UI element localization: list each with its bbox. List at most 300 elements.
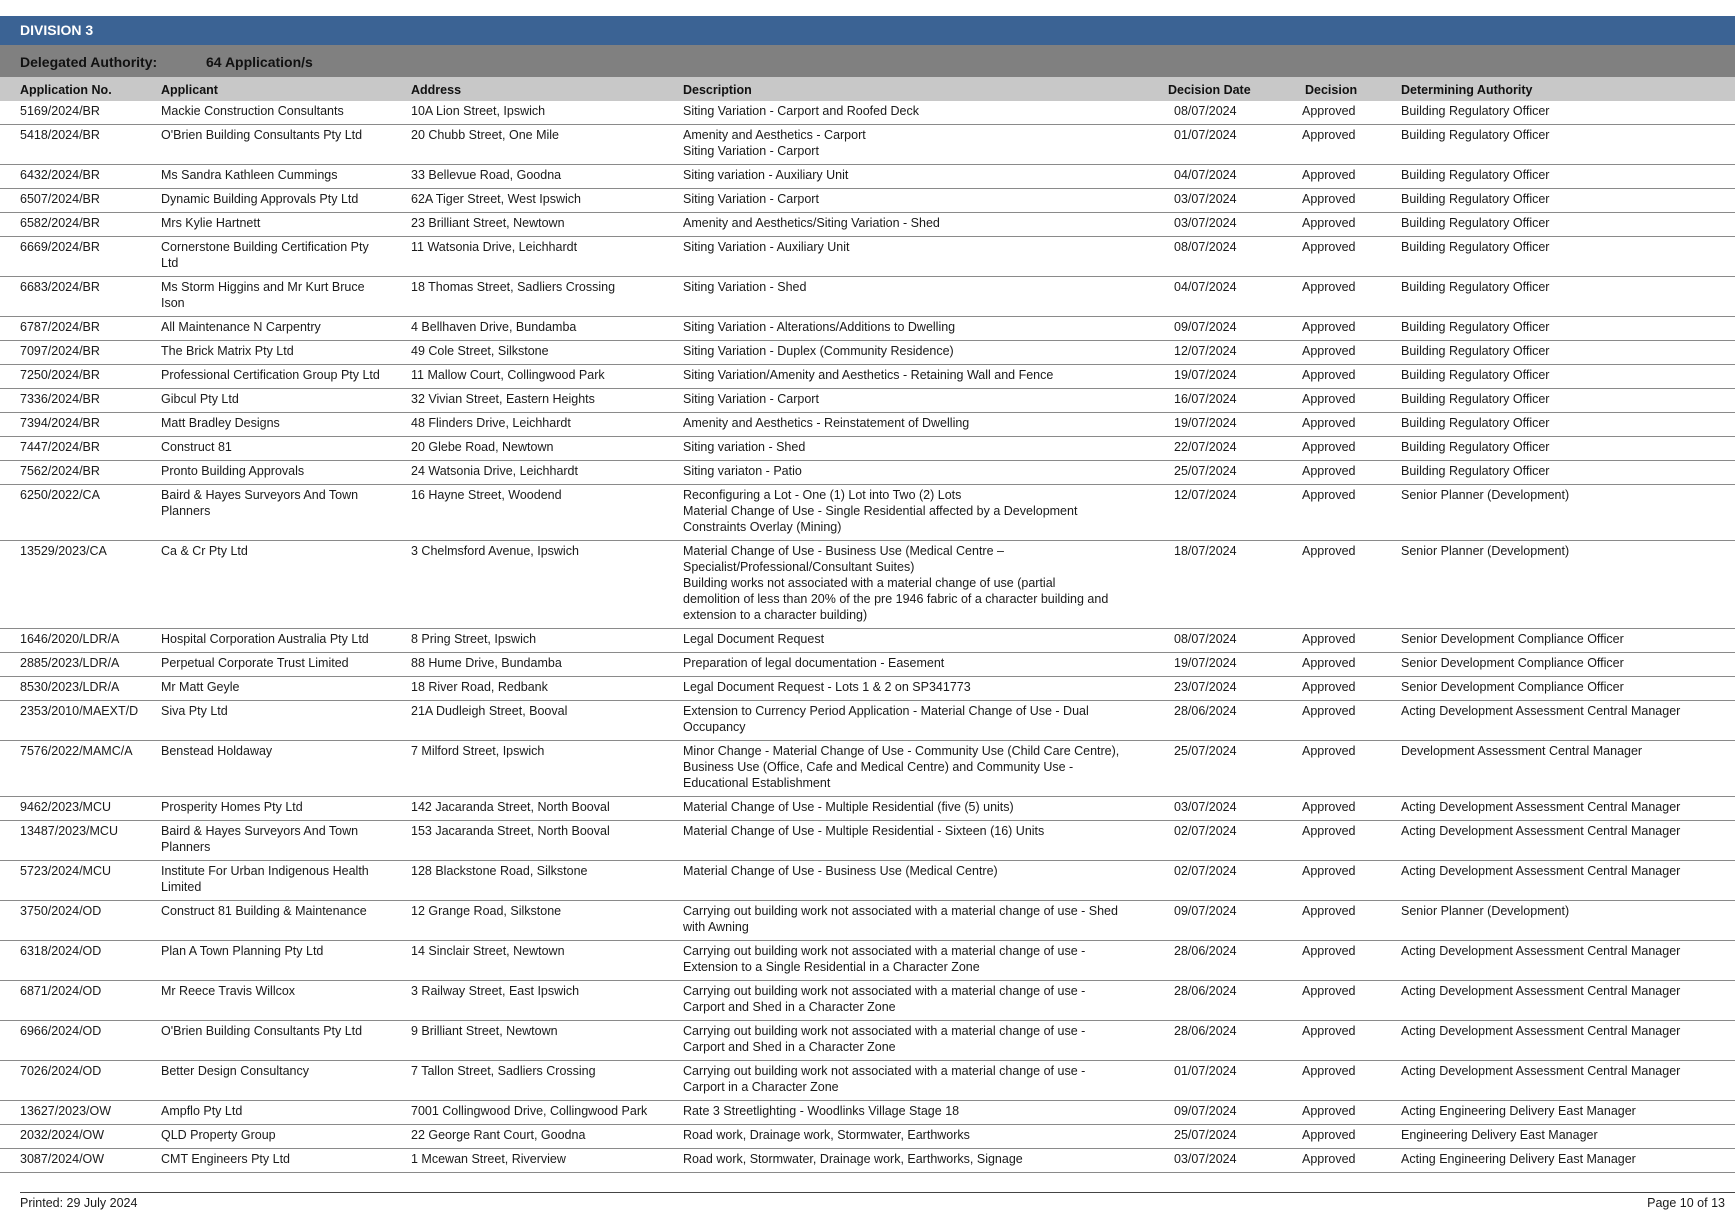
table-row (0, 797, 1735, 821)
applicant (161, 487, 405, 519)
decision-date-line: 09/07/2024 (1174, 320, 1237, 334)
determining-authority (1401, 463, 1735, 479)
table-row (0, 365, 1735, 389)
application-no (20, 279, 158, 295)
application-no-line: 7447/2024/BR (20, 440, 100, 454)
determining-authority-line: Acting Development Assessment Central Manager (1401, 984, 1681, 998)
determining-authority-line: Acting Development Assessment Central Manager (1401, 1064, 1681, 1078)
description (683, 799, 1153, 815)
applicant-line: Planners (161, 840, 211, 854)
table-row (0, 1125, 1735, 1149)
applicant (161, 127, 405, 143)
determining-authority-line: Building Regulatory Officer (1401, 240, 1550, 254)
application-no (20, 679, 158, 695)
address (411, 863, 681, 879)
address (411, 703, 681, 719)
applicant-line: Ampflo Pty Ltd (161, 1104, 243, 1118)
determining-authority (1401, 367, 1735, 383)
decision-line: Approved (1302, 440, 1356, 454)
determining-authority (1401, 279, 1735, 295)
description (683, 127, 1153, 159)
determining-authority-line: Acting Development Assessment Central Manager (1401, 704, 1681, 718)
decision-date-line: 02/07/2024 (1174, 824, 1237, 838)
determining-authority-line: Senior Planner (Development) (1401, 544, 1570, 558)
table-row (0, 1061, 1735, 1101)
determining-authority-line: Acting Development Assessment Central Manager (1401, 864, 1681, 878)
decision (1302, 279, 1392, 295)
decision-date-line: 03/07/2024 (1174, 800, 1237, 814)
applicant (161, 1023, 405, 1039)
applicant (161, 983, 405, 999)
col-header-description: Description (683, 83, 752, 97)
application-no-line: 6432/2024/BR (20, 168, 100, 182)
applicant (161, 1103, 405, 1119)
decision-line: Approved (1302, 1128, 1356, 1142)
address-line: 128 Blackstone Road, Silkstone (411, 864, 588, 878)
application-no-line: 6507/2024/BR (20, 192, 100, 206)
decision-date-line: 19/07/2024 (1174, 368, 1237, 382)
applicant (161, 543, 405, 559)
address (411, 983, 681, 999)
decision (1302, 319, 1392, 335)
applicant (161, 103, 405, 119)
decision-line: Approved (1302, 464, 1356, 478)
determining-authority (1401, 1023, 1735, 1039)
decision-line: Approved (1302, 216, 1356, 230)
determining-authority (1401, 439, 1735, 455)
address (411, 1023, 681, 1039)
applicant (161, 319, 405, 335)
address-line: 153 Jacaranda Street, North Booval (411, 824, 610, 838)
determining-authority-line: Building Regulatory Officer (1401, 192, 1550, 206)
description-line: Reconfiguring a Lot - One (1) Lot into Two (2) Lots (683, 488, 962, 502)
description-line: Carrying out building work not associated with a material change of use - (683, 1064, 1086, 1078)
decision (1302, 903, 1392, 919)
description-line: Road work, Drainage work, Stormwater, Earthworks (683, 1128, 970, 1142)
application-no-line: 3087/2024/OW (20, 1152, 105, 1166)
description-line: Carrying out building work not associated with a material change of use - (683, 944, 1086, 958)
decision (1302, 799, 1392, 815)
application-no-line: 9462/2023/MCU (20, 800, 112, 814)
description (683, 743, 1153, 791)
applicant (161, 1127, 405, 1143)
table-row (0, 741, 1735, 797)
description (683, 903, 1153, 935)
address-line: 11 Watsonia Drive, Leichhardt (411, 240, 578, 254)
determining-authority (1401, 823, 1735, 839)
determining-authority (1401, 631, 1735, 647)
decision-line: Approved (1302, 488, 1356, 502)
decision-line: Approved (1302, 1064, 1356, 1078)
decision-date (1174, 1127, 1274, 1143)
applicant (161, 239, 405, 271)
applicant-line: Plan A Town Planning Pty Ltd (161, 944, 324, 958)
decision-line: Approved (1302, 240, 1356, 254)
decision (1302, 215, 1392, 231)
application-no (20, 319, 158, 335)
determining-authority-line: Building Regulatory Officer (1401, 104, 1550, 118)
description-line: Legal Document Request - Lots 1 & 2 on SP341773 (683, 680, 971, 694)
address-line: 88 Hume Drive, Bundamba (411, 656, 562, 670)
decision-date-line: 12/07/2024 (1174, 344, 1237, 358)
determining-authority (1401, 743, 1735, 759)
address-line: 3 Chelmsford Avenue, Ipswich (411, 544, 579, 558)
application-no-line: 5723/2024/MCU (20, 864, 112, 878)
address (411, 631, 681, 647)
decision-date (1174, 863, 1274, 879)
application-no (20, 439, 158, 455)
description-line: Carport in a Character Zone (683, 1080, 839, 1094)
determining-authority (1401, 127, 1735, 143)
applicant-line: Limited (161, 880, 202, 894)
determining-authority-line: Building Regulatory Officer (1401, 216, 1550, 230)
description-line: Material Change of Use - Business Use (Medical Centre) (683, 864, 998, 878)
decision-line: Approved (1302, 656, 1356, 670)
division-title: DIVISION 3 (20, 22, 94, 38)
description-line: Road work, Stormwater, Drainage work, Earthworks, Signage (683, 1152, 1023, 1166)
decision-line: Approved (1302, 192, 1356, 206)
decision-date-line: 23/07/2024 (1174, 680, 1237, 694)
determining-authority-line: Senior Planner (Development) (1401, 488, 1570, 502)
division-header (0, 16, 1735, 45)
determining-authority (1401, 703, 1735, 719)
determining-authority (1401, 1063, 1735, 1079)
description (683, 343, 1153, 359)
application-no-line: 1646/2020/LDR/A (20, 632, 120, 646)
description-line: Business Use (Office, Cafe and Medical Centre) and Community Use - (683, 760, 1074, 774)
applicant (161, 391, 405, 407)
col-header-determining-authority: Determining Authority (1401, 83, 1533, 97)
address-line: 32 Vivian Street, Eastern Heights (411, 392, 595, 406)
applicant (161, 679, 405, 695)
decision-date-line: 08/07/2024 (1174, 632, 1237, 646)
address (411, 239, 681, 255)
application-no-line: 7097/2024/BR (20, 344, 100, 358)
applicant-line: Prosperity Homes Pty Ltd (161, 800, 303, 814)
decision (1302, 679, 1392, 695)
applicant (161, 903, 405, 919)
table-row (0, 701, 1735, 741)
decision-date-line: 03/07/2024 (1174, 216, 1237, 230)
applicant (161, 367, 405, 383)
applicant-line: Pronto Building Approvals (161, 464, 305, 478)
table-row (0, 317, 1735, 341)
address (411, 543, 681, 559)
decision-date-line: 28/06/2024 (1174, 944, 1237, 958)
decision-date (1174, 903, 1274, 919)
address (411, 391, 681, 407)
address (411, 103, 681, 119)
determining-authority (1401, 239, 1735, 255)
description-line: Legal Document Request (683, 632, 825, 646)
table-row (0, 485, 1735, 541)
decision-line: Approved (1302, 704, 1356, 718)
decision-date (1174, 1063, 1274, 1079)
determining-authority (1401, 1103, 1735, 1119)
determining-authority-line: Building Regulatory Officer (1401, 464, 1550, 478)
decision-date (1174, 279, 1274, 295)
decision-date (1174, 823, 1274, 839)
decision-date-line: 03/07/2024 (1174, 192, 1237, 206)
decision-date (1174, 103, 1274, 119)
address-line: 12 Grange Road, Silkstone (411, 904, 562, 918)
decision-date (1174, 391, 1274, 407)
determining-authority (1401, 103, 1735, 119)
description (683, 1151, 1153, 1167)
description-line: Amenity and Aesthetics - Reinstatement of Dwelling (683, 416, 970, 430)
determining-authority-line: Senior Development Compliance Officer (1401, 680, 1624, 694)
address (411, 439, 681, 455)
description (683, 703, 1153, 735)
table-row (0, 1149, 1735, 1173)
determining-authority (1401, 215, 1735, 231)
description-line: Siting Variation - Auxiliary Unit (683, 240, 850, 254)
footer-divider (20, 1192, 1735, 1193)
determining-authority (1401, 1127, 1735, 1143)
decision-line: Approved (1302, 280, 1356, 294)
decision-date-line: 18/07/2024 (1174, 544, 1237, 558)
decision-line: Approved (1302, 344, 1356, 358)
description (683, 279, 1153, 295)
application-no (20, 655, 158, 671)
description (683, 191, 1153, 207)
address (411, 799, 681, 815)
application-no-line: 7576/2022/MAMC/A (20, 744, 133, 758)
description-line: Material Change of Use - Single Residential affected by a Development (683, 504, 1078, 518)
address-line: 20 Chubb Street, One Mile (411, 128, 559, 142)
description (683, 463, 1153, 479)
decision (1302, 367, 1392, 383)
application-no-line: 7250/2024/BR (20, 368, 100, 382)
description (683, 631, 1153, 647)
address (411, 191, 681, 207)
application-no-line: 2353/2010/MAEXT/D (20, 704, 139, 718)
decision (1302, 543, 1392, 559)
description (683, 439, 1153, 455)
decision-date-line: 09/07/2024 (1174, 904, 1237, 918)
applicant-line: Baird & Hayes Surveyors And Town (161, 488, 359, 502)
description (683, 823, 1153, 839)
decision-line: Approved (1302, 632, 1356, 646)
application-no (20, 167, 158, 183)
decision (1302, 239, 1392, 255)
applicant-line: O'Brien Building Consultants Pty Ltd (161, 128, 363, 142)
address-line: 16 Hayne Street, Woodend (411, 488, 562, 502)
decision-date (1174, 799, 1274, 815)
application-no (20, 367, 158, 383)
decision-line: Approved (1302, 680, 1356, 694)
applicant (161, 343, 405, 359)
decision-line: Approved (1302, 416, 1356, 430)
page-number: Page 10 of 13 (1647, 1196, 1725, 1210)
address-line: 24 Watsonia Drive, Leichhardt (411, 464, 578, 478)
applicant (161, 631, 405, 647)
address (411, 487, 681, 503)
description-line: extension to a character building) (683, 608, 868, 622)
description (683, 391, 1153, 407)
application-no-line: 13487/2023/MCU (20, 824, 118, 838)
determining-authority (1401, 655, 1735, 671)
decision-line: Approved (1302, 320, 1356, 334)
table-row (0, 213, 1735, 237)
description (683, 1127, 1153, 1143)
table-header (0, 77, 1735, 101)
application-no (20, 743, 158, 759)
application-no-line: 3750/2024/OD (20, 904, 102, 918)
decision-date-line: 08/07/2024 (1174, 240, 1237, 254)
application-no (20, 239, 158, 255)
decision (1302, 391, 1392, 407)
application-no (20, 823, 158, 839)
decision-date-line: 19/07/2024 (1174, 656, 1237, 670)
determining-authority (1401, 679, 1735, 695)
decision (1302, 415, 1392, 431)
decision-date-line: 28/06/2024 (1174, 984, 1237, 998)
description-line: Building works not associated with a material change of use (partial (683, 576, 1056, 590)
applicant (161, 439, 405, 455)
decision-date (1174, 655, 1274, 671)
applicant-line: All Maintenance N Carpentry (161, 320, 321, 334)
decision-line: Approved (1302, 128, 1356, 142)
address (411, 319, 681, 335)
description-line: Material Change of Use - Multiple Residential - Sixteen (16) Units (683, 824, 1045, 838)
determining-authority-line: Building Regulatory Officer (1401, 320, 1550, 334)
determining-authority (1401, 799, 1735, 815)
determining-authority-line: Building Regulatory Officer (1401, 368, 1550, 382)
determining-authority-line: Acting Engineering Delivery East Manager (1401, 1104, 1636, 1118)
decision (1302, 127, 1392, 143)
decision-date-line: 25/07/2024 (1174, 464, 1237, 478)
applicant (161, 1151, 405, 1167)
description-line: Material Change of Use - Multiple Residential (five (5) units) (683, 800, 1014, 814)
description-line: Carport and Shed in a Character Zone (683, 1040, 896, 1054)
description (683, 103, 1153, 119)
address-line: 14 Sinclair Street, Newtown (411, 944, 565, 958)
determining-authority-line: Building Regulatory Officer (1401, 440, 1550, 454)
applicant-line: Siva Pty Ltd (161, 704, 228, 718)
application-no (20, 903, 158, 919)
applicant-line: Matt Bradley Designs (161, 416, 280, 430)
determining-authority-line: Building Regulatory Officer (1401, 392, 1550, 406)
address (411, 1103, 681, 1119)
applicant-line: QLD Property Group (161, 1128, 276, 1142)
description-line: Carrying out building work not associated with a material change of use - (683, 1024, 1086, 1038)
determining-authority (1401, 943, 1735, 959)
col-header-applicant: Applicant (161, 83, 218, 97)
decision-date (1174, 743, 1274, 759)
address-line: 18 Thomas Street, Sadliers Crossing (411, 280, 616, 294)
applicant-line: Ltd (161, 256, 179, 270)
application-no (20, 983, 158, 999)
decision-date (1174, 703, 1274, 719)
determining-authority (1401, 863, 1735, 879)
determining-authority-line: Acting Engineering Delivery East Manager (1401, 1152, 1636, 1166)
description-line: with Awning (683, 920, 749, 934)
address (411, 415, 681, 431)
description (683, 863, 1153, 879)
decision-date-line: 22/07/2024 (1174, 440, 1237, 454)
address (411, 1063, 681, 1079)
description-line: Educational Establishment (683, 776, 831, 790)
application-no-line: 6787/2024/BR (20, 320, 100, 334)
determining-authority-line: Building Regulatory Officer (1401, 416, 1550, 430)
application-no (20, 1103, 158, 1119)
application-no (20, 391, 158, 407)
table-row (0, 389, 1735, 413)
determining-authority-line: Acting Development Assessment Central Manager (1401, 944, 1681, 958)
applicant (161, 215, 405, 231)
decision (1302, 703, 1392, 719)
application-no (20, 415, 158, 431)
applicant-line: O'Brien Building Consultants Pty Ltd (161, 1024, 363, 1038)
decision-date-line: 01/07/2024 (1174, 1064, 1237, 1078)
determining-authority (1401, 191, 1735, 207)
decision-date (1174, 983, 1274, 999)
table-row (0, 821, 1735, 861)
application-no (20, 343, 158, 359)
decision-date (1174, 463, 1274, 479)
decision (1302, 823, 1392, 839)
address (411, 343, 681, 359)
determining-authority (1401, 319, 1735, 335)
decision-date (1174, 415, 1274, 431)
application-no-line: 13627/2023/OW (20, 1104, 112, 1118)
application-no (20, 1063, 158, 1079)
applicant (161, 743, 405, 759)
table-row (0, 341, 1735, 365)
application-no (20, 1023, 158, 1039)
decision-date-line: 28/06/2024 (1174, 1024, 1237, 1038)
decision-date-line: 08/07/2024 (1174, 104, 1237, 118)
applicant-line: Baird & Hayes Surveyors And Town (161, 824, 359, 838)
applicant (161, 863, 405, 895)
address (411, 1151, 681, 1167)
address-line: 21A Dudleigh Street, Booval (411, 704, 568, 718)
decision-date-line: 02/07/2024 (1174, 864, 1237, 878)
table-row (0, 541, 1735, 629)
decision (1302, 1023, 1392, 1039)
description-line: demolition of less than 20% of the pre 1946 fabric of a character building and (683, 592, 1109, 606)
description-line: Carport and Shed in a Character Zone (683, 1000, 896, 1014)
decision-line: Approved (1302, 1024, 1356, 1038)
determining-authority-line: Building Regulatory Officer (1401, 128, 1550, 142)
applicant-line: Better Design Consultancy (161, 1064, 309, 1078)
determining-authority-line: Senior Development Compliance Officer (1401, 656, 1624, 670)
description-line: Minor Change - Material Change of Use - Community Use (Child Care Centre), (683, 744, 1120, 758)
address-line: 18 River Road, Redbank (411, 680, 548, 694)
determining-authority-line: Building Regulatory Officer (1401, 168, 1550, 182)
address (411, 215, 681, 231)
decision-date (1174, 1023, 1274, 1039)
address-line: 23 Brilliant Street, Newtown (411, 216, 565, 230)
decision-date-line: 28/06/2024 (1174, 704, 1237, 718)
description (683, 415, 1153, 431)
decision-date (1174, 1151, 1274, 1167)
address-line: 3 Railway Street, East Ipswich (411, 984, 580, 998)
applicant-line: Mackie Construction Consultants (161, 104, 344, 118)
application-no (20, 703, 158, 719)
description-line: Extension to Currency Period Application - Material Change of Use - Dual (683, 704, 1089, 718)
determining-authority-line: Acting Development Assessment Central Manager (1401, 1024, 1681, 1038)
application-no-line: 6966/2024/OD (20, 1024, 102, 1038)
description-line: Extension to a Single Residential in a Character Zone (683, 960, 980, 974)
address (411, 127, 681, 143)
address-line: 20 Glebe Road, Newtown (411, 440, 554, 454)
decision (1302, 1127, 1392, 1143)
table-row (0, 437, 1735, 461)
decision-line: Approved (1302, 544, 1356, 558)
applicant (161, 703, 405, 719)
